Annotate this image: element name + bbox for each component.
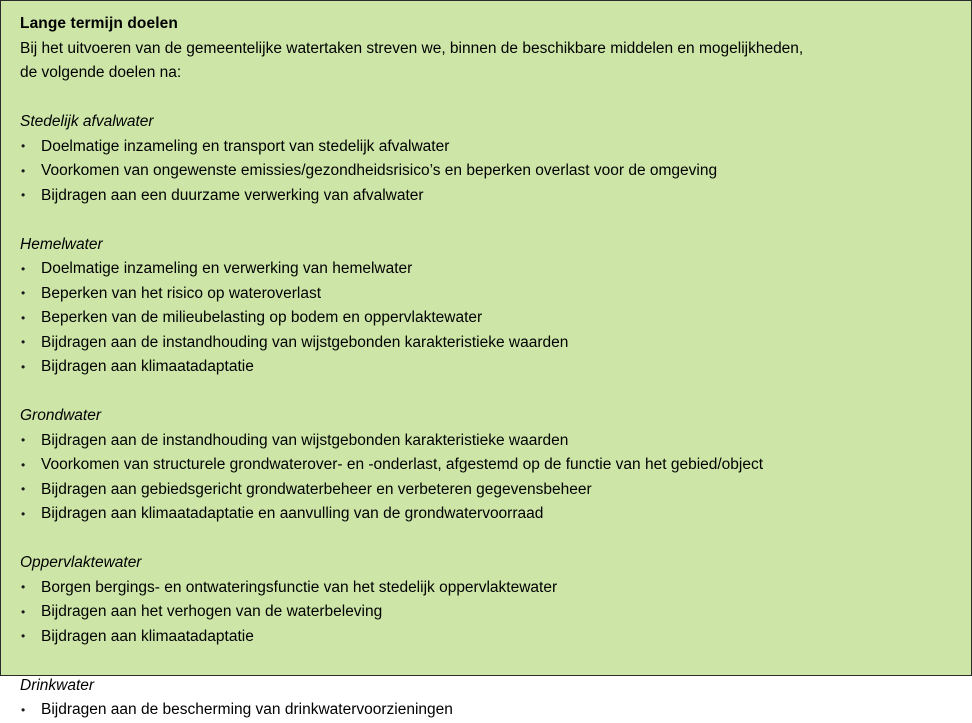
list-item: • Borgen bergings- en ontwateringsfunctie van het stedelijk oppervlaktewater [20, 576, 955, 601]
list-item: • Bijdragen aan de bescherming van drinkwatervoorzieningen [20, 698, 955, 723]
list-item: • Bijdragen aan de instandhouding van wijstgebonden karakteristieke waarden [20, 331, 955, 356]
list-item: • Bijdragen aan gebiedsgericht grondwaterbeheer en verbeteren gegevensbeheer [20, 478, 955, 503]
section-heading: Drinkwater [20, 676, 95, 694]
goal-list [20, 698, 955, 723]
list-item: • Bijdragen aan de instandhouding van wijstgebonden karakteristieke waarden [20, 429, 955, 454]
goal-list [20, 135, 955, 209]
section-heading: Stedelijk afvalwater [20, 113, 154, 130]
list-item: • Voorkomen van ongewenste emissies/gezondheidsrisico’s en beperken overlast voor de omgeving [20, 159, 955, 184]
section-drinkwater [20, 674, 955, 723]
list-item: • Bijdragen aan een duurzame verwerking van afvalwater [20, 184, 955, 209]
spacer [20, 86, 955, 111]
section-oppervlaktewater [20, 551, 955, 649]
list-item: • Bijdragen aan klimaatadaptatie en aanvulling van de grondwatervoorraad [20, 502, 955, 527]
list-item: • Bijdragen aan het verhogen van de waterbeleving [20, 600, 955, 625]
section-heading: Grondwater [20, 407, 101, 424]
list-item: • Beperken van het risico op wateroverlast [20, 282, 955, 307]
intro-line-2: de volgende doelen na: [20, 64, 182, 81]
list-item: • Bijdragen aan klimaatadaptatie [20, 355, 955, 380]
spacer [20, 649, 955, 674]
list-item: • Voorkomen van structurele grondwaterover- en -onderlast, afgestemd op de functie van het gebied/object [20, 453, 955, 478]
spacer [20, 527, 955, 552]
section-hemelwater [20, 233, 955, 380]
section-heading: Oppervlaktewater [20, 554, 142, 571]
spacer [20, 380, 955, 405]
list-item: • Doelmatige inzameling en verwerking van hemelwater [20, 257, 955, 282]
section-grondwater [20, 404, 955, 527]
goal-list [20, 257, 955, 380]
list-item: • Beperken van de milieubelasting op bodem en oppervlaktewater [20, 306, 955, 331]
section-heading: Hemelwater [20, 235, 103, 253]
goal-list [20, 576, 955, 650]
list-item: • Doelmatige inzameling en transport van stedelijk afvalwater [20, 135, 955, 160]
list-item: • Bijdragen aan klimaatadaptatie [20, 625, 955, 650]
spacer [20, 208, 955, 233]
page-title: Lange termijn doelen [20, 15, 178, 32]
section-stedelijk-afvalwater [20, 110, 955, 208]
intro-paragraph [20, 37, 955, 86]
goal-list [20, 429, 955, 527]
intro-line-1: Bij het uitvoeren van de gemeentelijke watertaken streven we, binnen de beschikbare middelen en mogelijkheden, [20, 39, 804, 57]
